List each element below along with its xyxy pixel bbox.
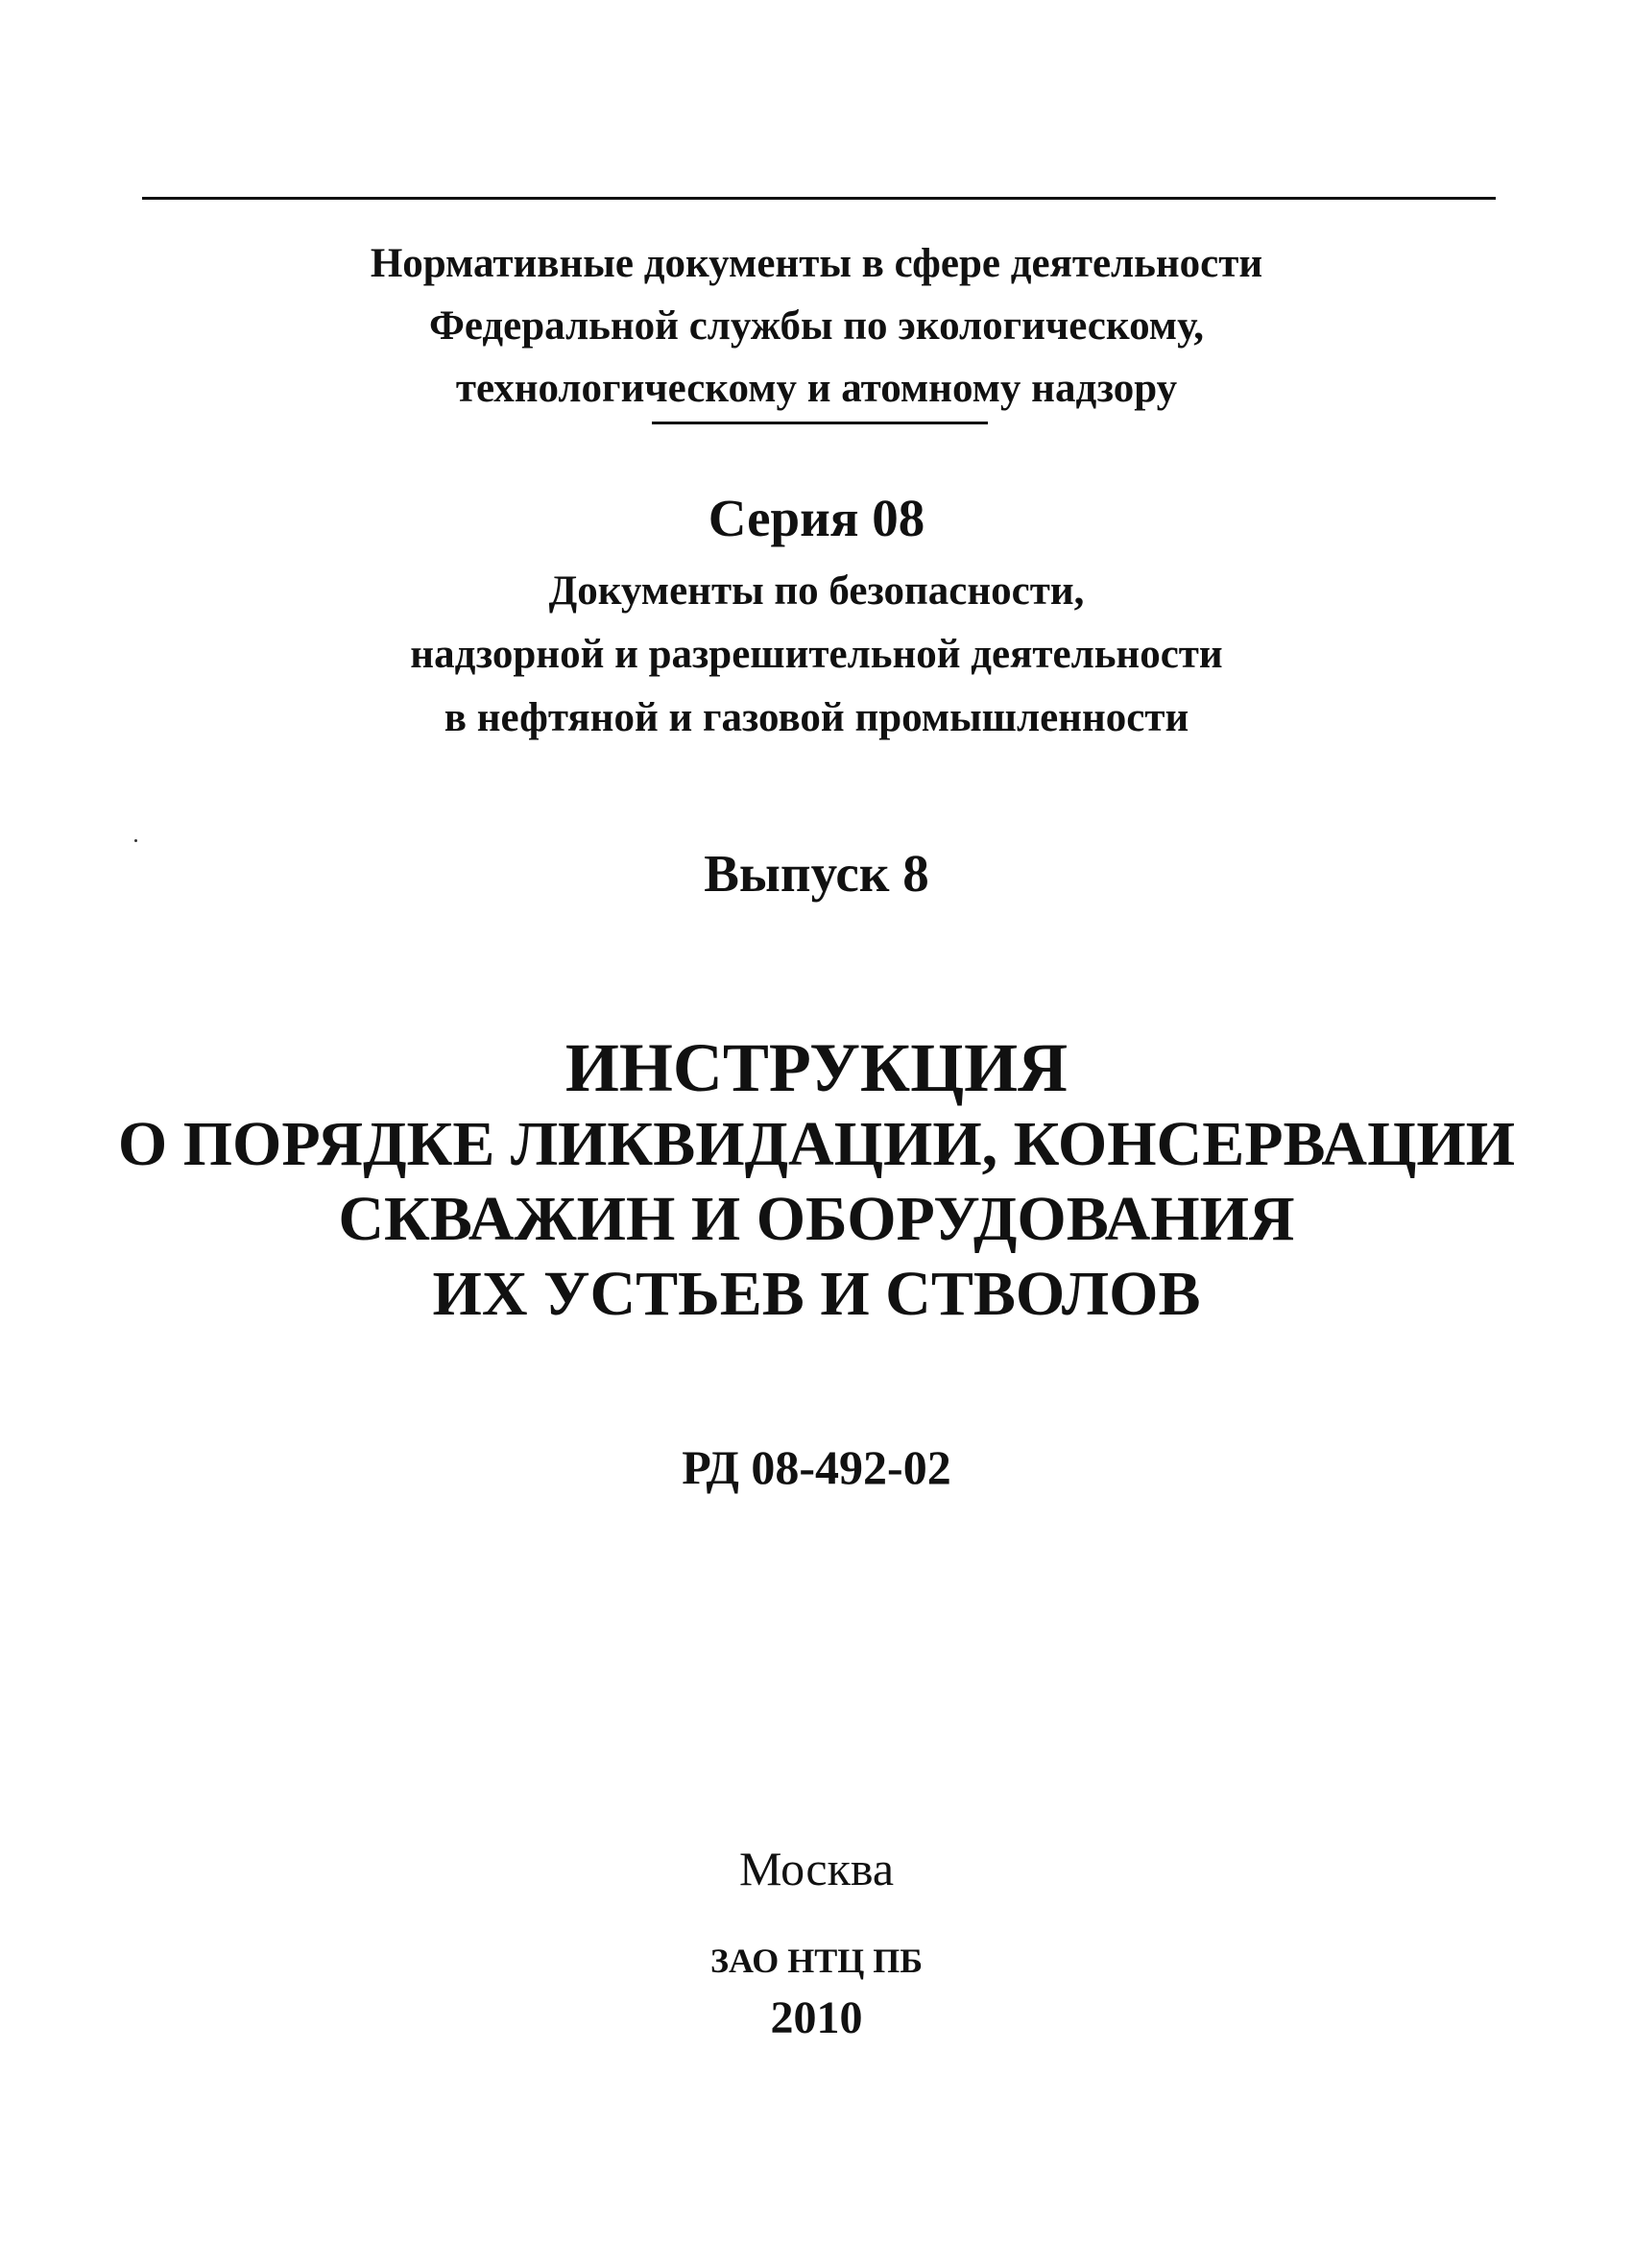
document-subtitle-line: ИХ УСТЬЕВ И СТВОЛОВ (432, 1259, 1201, 1329)
top-divider (142, 197, 1496, 200)
header-line: технологическому и атомному надзору (455, 366, 1178, 411)
header-line: Федеральной службы по экологическому, (428, 303, 1205, 349)
header-divider (652, 422, 988, 424)
document-subtitle (0, 1107, 1633, 1332)
document-subtitle-line: СКВАЖИН И ОБОРУДОВАНИЯ (338, 1184, 1295, 1254)
series-description-line: надзорной и разрешительной деятельности (410, 632, 1223, 677)
series-title: Серия 08 (708, 489, 925, 547)
document-code: РД 08-492-02 (682, 1440, 951, 1494)
series-description-line: Документы по безопасности, (548, 568, 1085, 614)
document-subtitle-line: О ПОРЯДКЕ ЛИКВИДАЦИИ, КОНСЕРВАЦИИ (117, 1109, 1516, 1179)
regulatory-header (0, 232, 1633, 420)
document-title: ИНСТРУКЦИЯ (564, 1029, 1069, 1106)
series-description-line: в нефтяной и газовой промышленности (444, 695, 1189, 740)
imprint-publisher: ЗАО НТЦ ПБ (709, 1942, 924, 1980)
issue-number: Выпуск 8 (704, 844, 929, 903)
header-line: Нормативные документы в сфере деятельности (370, 241, 1263, 286)
imprint-year: 2010 (770, 1992, 863, 2043)
imprint-city: Москва (738, 1842, 895, 1895)
series-description (0, 560, 1633, 750)
